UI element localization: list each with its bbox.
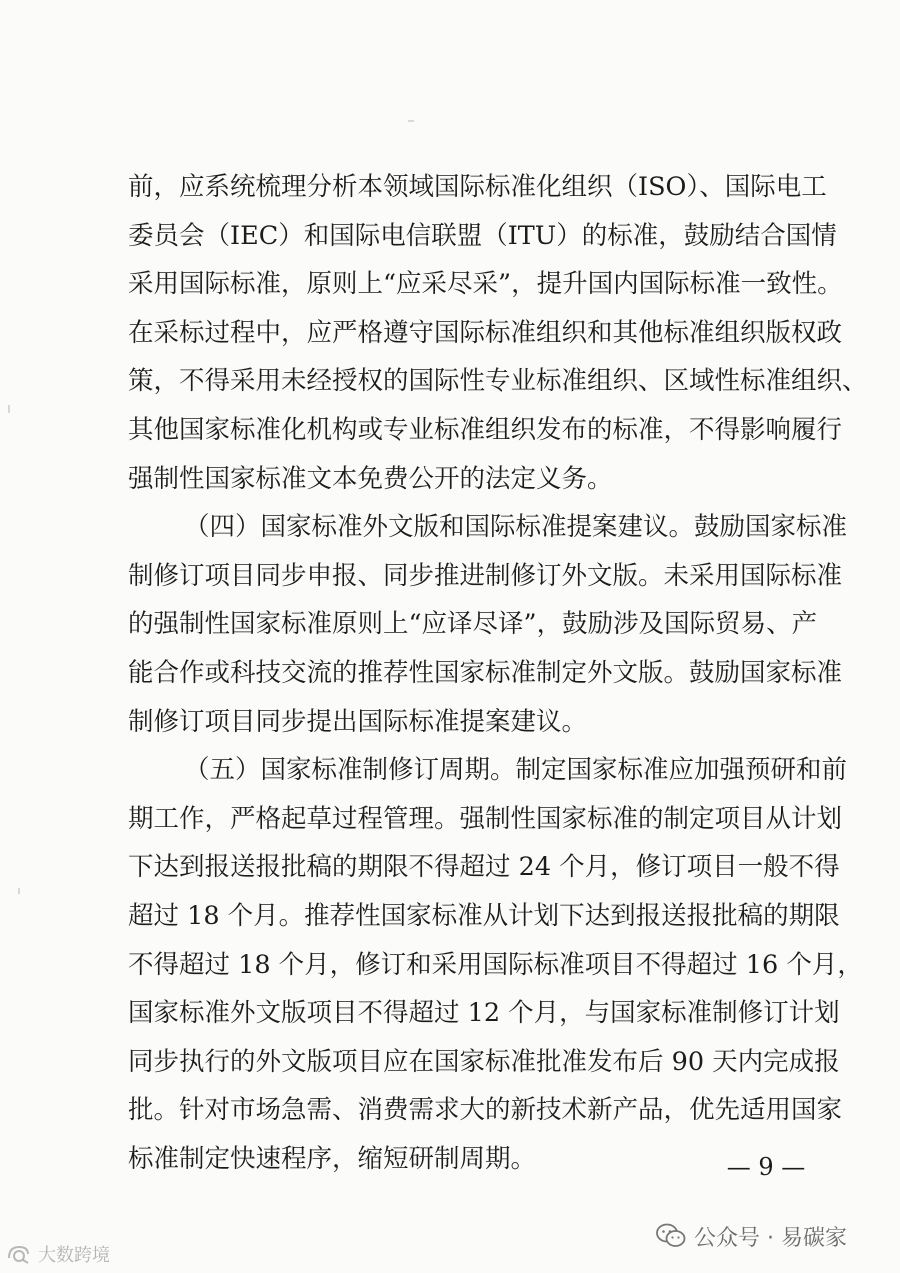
text-line: 期工作，严格起草过程管理。强制性国家标准的制定项目从计划 [128,803,843,834]
logo-icon [6,1243,32,1265]
text-line: 批。针对市场急需、消费需求大的新技术新产品，优先适用国家 [128,1095,843,1126]
watermark-left-text: 大数跨境 [38,1245,110,1266]
text-line: 其他国家标准化机构或专业标准组织发布的标准，不得影响履行 [128,414,843,445]
text-line: （四）国家标准外文版和国际标准提案建议。鼓励国家标准 [184,512,848,543]
text-line: 在采标过程中，应严格遵守国际标准组织和其他标准组织版权政 [128,317,843,348]
scan-mark [8,405,10,413]
text-line: 同步执行的外文版项目应在国家标准批准发布后 90 天内完成报 [128,1046,840,1077]
text-line: 策，不得采用未经授权的国际性专业标准组织、区域性标准组织、 [128,366,868,397]
text-line: 采用国际标准，原则上“应采尽采”，提升国内国际标准一致性。 [128,269,843,300]
text-line: 能合作或科技交流的推荐性国家标准制定外文版。鼓励国家标准 [128,657,843,688]
text-line: 的强制性国家标准原则上“应译尽译”，鼓励涉及国际贸易、产 [128,609,818,640]
text-line: 国家标准外文版项目不得超过 12 个月，与国家标准制修订计划 [128,998,840,1029]
watermark-logo [6,1240,110,1268]
text-line: 强制性国家标准文本免费公开的法定义务。 [128,463,613,494]
text-line: 超过 18 个月。推荐性国家标准从计划下达到报送报批稿的期限 [128,900,840,931]
page-number: — 9 — [726,1153,806,1181]
watermark-wechat [656,1218,847,1254]
text-line: 不得超过 18 个月，修订和采用国际标准项目不得超过 16 个月， [128,949,863,980]
body-text [128,163,868,1183]
text-line: 下达到报送报批稿的期限不得超过 24 个月，修订项目一般不得 [128,852,840,883]
text-line: 前，应系统梳理分析本领域国际标准化组织（ISO）、国际电工 [128,172,827,202]
wechat-icon [656,1223,686,1249]
text-line: （五）国家标准制修订周期。制定国家标准应加强预研和前 [184,755,848,786]
scan-mark [18,888,20,894]
text-line: 制修订项目同步提出国际标准提案建议。 [128,706,588,737]
text-line: 标准制定快速程序，缩短研制周期。 [128,1143,537,1174]
scan-mark [408,120,414,122]
text-line: 委员会（IEC）和国际电信联盟（ITU）的标准，鼓励结合国情 [128,220,837,251]
watermark-right-text: 公众号 · 易碳家 [694,1225,847,1251]
text-line: 制修订项目同步申报、同步推进制修订外文版。未采用国际标准 [128,560,843,591]
